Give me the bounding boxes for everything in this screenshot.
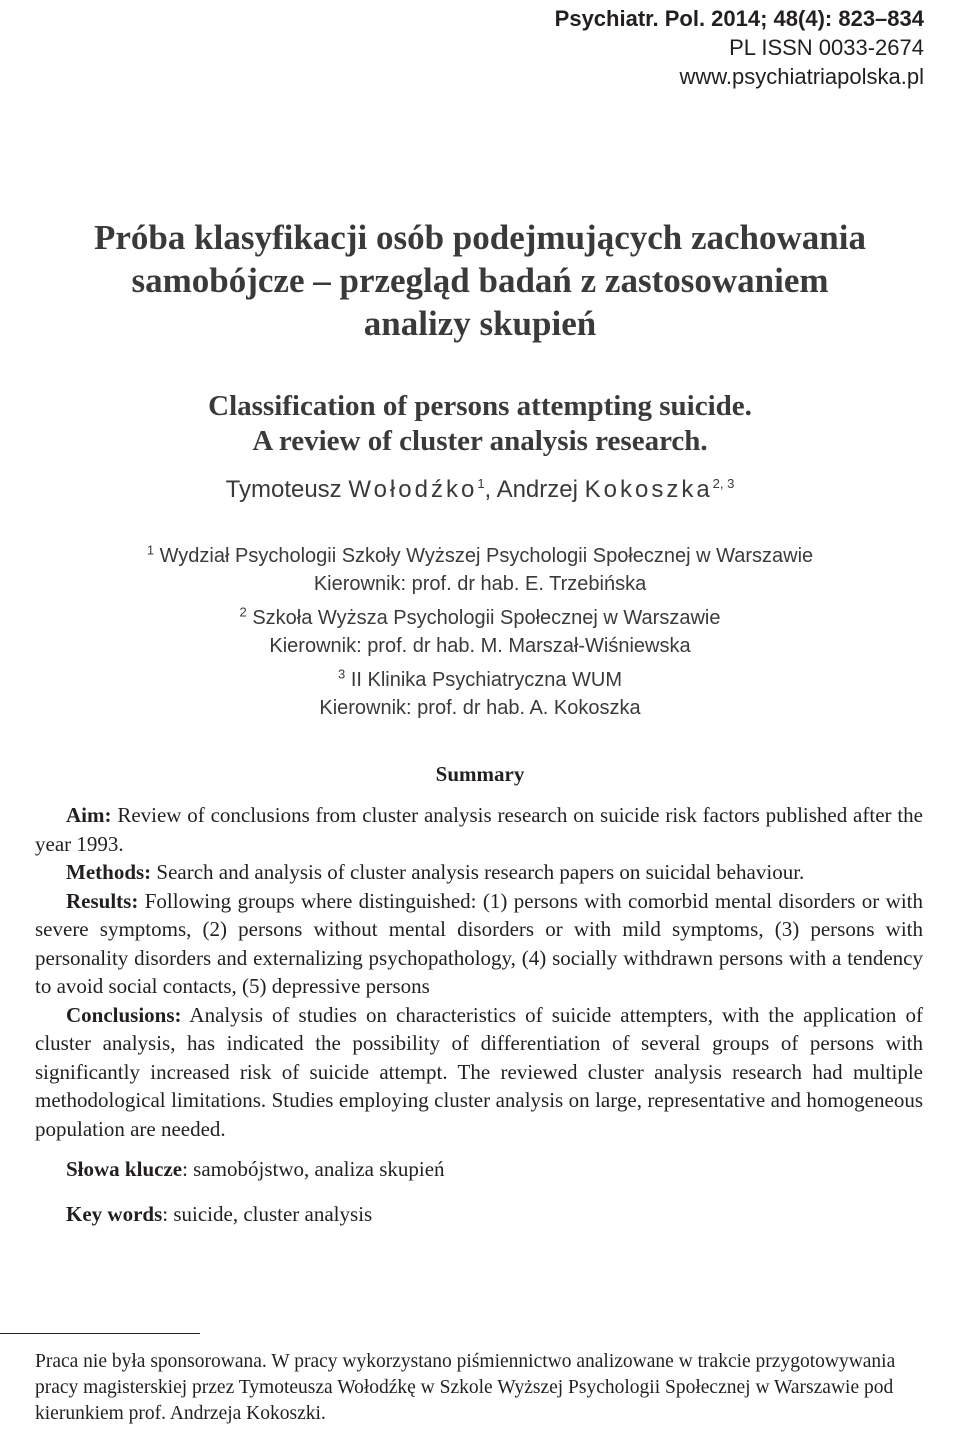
- title-english: [0, 389, 960, 459]
- summary-heading: Summary: [435, 762, 525, 786]
- title-polish: [0, 216, 960, 345]
- author-list: [0, 474, 960, 506]
- abstract-conclusions: [35, 1001, 923, 1144]
- journal-citation: Psychiatr. Pol. 2014; 48(4): 823–834: [554, 6, 924, 31]
- title-polish-line: analizy skupień: [363, 304, 597, 343]
- author-first-name: Andrzej: [496, 476, 578, 503]
- author-affiliation-marker: 1: [477, 476, 485, 491]
- author-first-name: Tymoteusz: [225, 476, 342, 503]
- affiliation-marker: 1: [146, 542, 155, 558]
- affiliation-name: Szkoła Wyższa Psychologii Społecznej w Warszawie: [252, 607, 721, 629]
- affiliation-head: Kierownik: prof. dr hab. A. Kokoszka: [319, 697, 641, 719]
- abstract-section-label: Methods:: [66, 860, 152, 884]
- keywords-english: [66, 1200, 372, 1228]
- affiliation-marker: 3: [338, 666, 346, 682]
- footnote: Praca nie była sponsorowana. W pracy wykorzystano piśmiennictwo analizowane w trakcie przygotowywania pracy magisterskiej przez Tymoteusza Wołodźkę w Szkole Wyższej Psychologii Społecznej w Warszawie pod kierunkiem prof. Andrzeja Kokoszki.: [35, 1351, 896, 1424]
- abstract-section-label: Results:: [66, 888, 139, 913]
- title-polish-line: Próba klasyfikacji osób podejmujących zachowania: [94, 218, 866, 257]
- affiliation-name: Wydział Psychologii Szkoły Wyższej Psychologii Społecznej w Warszawie: [159, 545, 814, 567]
- abstract-methods: [35, 858, 923, 887]
- affiliation: [0, 604, 960, 660]
- keywords-polish: [66, 1155, 445, 1183]
- journal-website[interactable]: www.psychiatriapolska.pl: [679, 64, 924, 89]
- author-separator: ,: [484, 476, 497, 503]
- keywords-label: Key words: [66, 1202, 163, 1226]
- title-english-line: A review of cluster analysis research.: [252, 425, 708, 457]
- affiliation-head: Kierownik: prof. dr hab. E. Trzebińska: [313, 573, 647, 595]
- title-english-line: Classification of persons attempting suicide.: [208, 390, 752, 422]
- keywords-label: Słowa klucze: [66, 1157, 183, 1181]
- affiliation-head: Kierownik: prof. dr hab. M. Marszał-Wiśniewska: [269, 635, 691, 657]
- abstract: [35, 801, 923, 1143]
- abstract-section-text: Following groups where distinguished: (1) persons with comorbid mental disorders or with severe symptoms, (2) persons without mental disorders or with mild symptoms, (3) persons with personality disorders and externalizing psychopathology, (4) socially withdrawn persons with a tendency to avoid social contacts, (5) depressive persons: [35, 888, 923, 998]
- keywords-text: : suicide, cluster analysis: [162, 1202, 373, 1226]
- abstract-section-text: Analysis of studies on characteristics of suicide attempters, with the application of cluster analysis, has indicated the possibility of differentiation of several groups of persons with significantly increased risk of suicide attempt. The reviewed cluster analysis research had multiple methodological limitations. Studies employing cluster analysis on large, representative and homogeneous population are needed.: [35, 1002, 923, 1141]
- author-last-name: Kokoszka: [584, 476, 713, 503]
- journal-header: [555, 4, 924, 91]
- affiliation-marker: 2: [239, 604, 247, 620]
- author-affiliation-marker: 2, 3: [712, 476, 735, 491]
- abstract-aim: [35, 801, 923, 858]
- affiliation: [0, 542, 960, 598]
- abstract-section-label: Aim:: [66, 803, 112, 827]
- journal-issn: PL ISSN 0033-2674: [729, 35, 924, 60]
- affiliation-name: II Klinika Psychiatryczna WUM: [350, 669, 622, 691]
- affiliation: [0, 666, 960, 722]
- abstract-section-text: Review of conclusions from cluster analysis research on suicide risk factors published after the year 1993.: [35, 803, 923, 856]
- title-polish-line: samobójcze – przegląd badań z zastosowaniem: [131, 261, 829, 300]
- abstract-section-label: Conclusions:: [66, 1002, 182, 1027]
- abstract-results: [35, 887, 923, 1001]
- author-last-name: Wołodźko: [348, 476, 478, 503]
- keywords-text: : samobójstwo, analiza skupień: [182, 1157, 445, 1181]
- footnote-divider: [0, 1333, 200, 1334]
- abstract-section-text: Search and analysis of cluster analysis research papers on suicidal behaviour.: [151, 860, 805, 884]
